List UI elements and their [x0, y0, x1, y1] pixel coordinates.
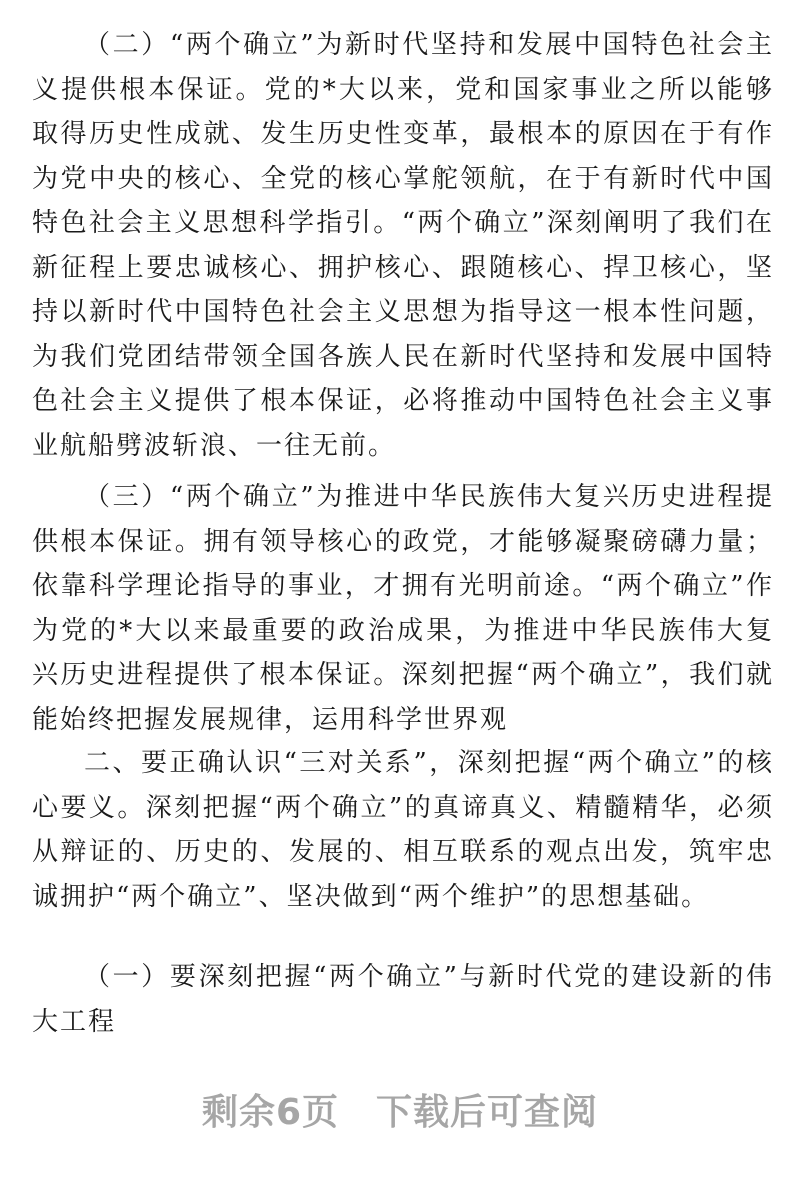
paragraph-section-2: （二）“两个确立”为新时代坚持和发展中国特色社会主义提供根本保证。党的*大以来，党和国家事业之所以能够取得历史性成就、发生历史性变革，最根本的原因在于有作为党中央的核心、全党的核心掌舵领航，在于有新时代中国特色社会主义思想科学指引。“两个确立”深刻阐明了我们在新征程上要忠诚核心、拥护核心、跟随核心、捍卫核心，坚持以新时代中国特色社会主义思想为指导这一根本性问题，为我们党团结带领全国各族人民在新时代坚持和发展中国特色社会主义提供了根本保证，必将推动中国特色社会主义事业航船劈波斩浪、一往无前。: [32, 30, 774, 461]
paragraph-heading-part-2: 二、要正确认识“三对关系”，深刻把握“两个确立”的核心要义。深刻把握“两个确立”的真谛真义、精髓精华，必须从辩证的、历史的、发展的、相互联系的观点出发，筑牢忠诚拥护“两个确立”、坚决做到“两个维护”的思想基础。: [32, 748, 774, 912]
paragraph-section-3: （三）“两个确立”为推进中华民族伟大复兴历史进程提供根本保证。拥有领导核心的政党，才能够凝聚磅礴力量；依靠科学理论指导的事业，才拥有光明前途。“两个确立”作为党的*大以来最重要的政治成果，为推进中华民族伟大复兴历史进程提供了根本保证。深刻把握“两个确立”，我们就能始终把握发展规律，运用科学世界观: [32, 482, 774, 735]
paragraph-subheading-1: （一）要深刻把握“两个确立”与新时代党的建设新的伟大工程: [32, 962, 774, 1037]
remaining-pages-banner[interactable]: 剩余6页 下载后可查阅: [201, 1092, 599, 1133]
